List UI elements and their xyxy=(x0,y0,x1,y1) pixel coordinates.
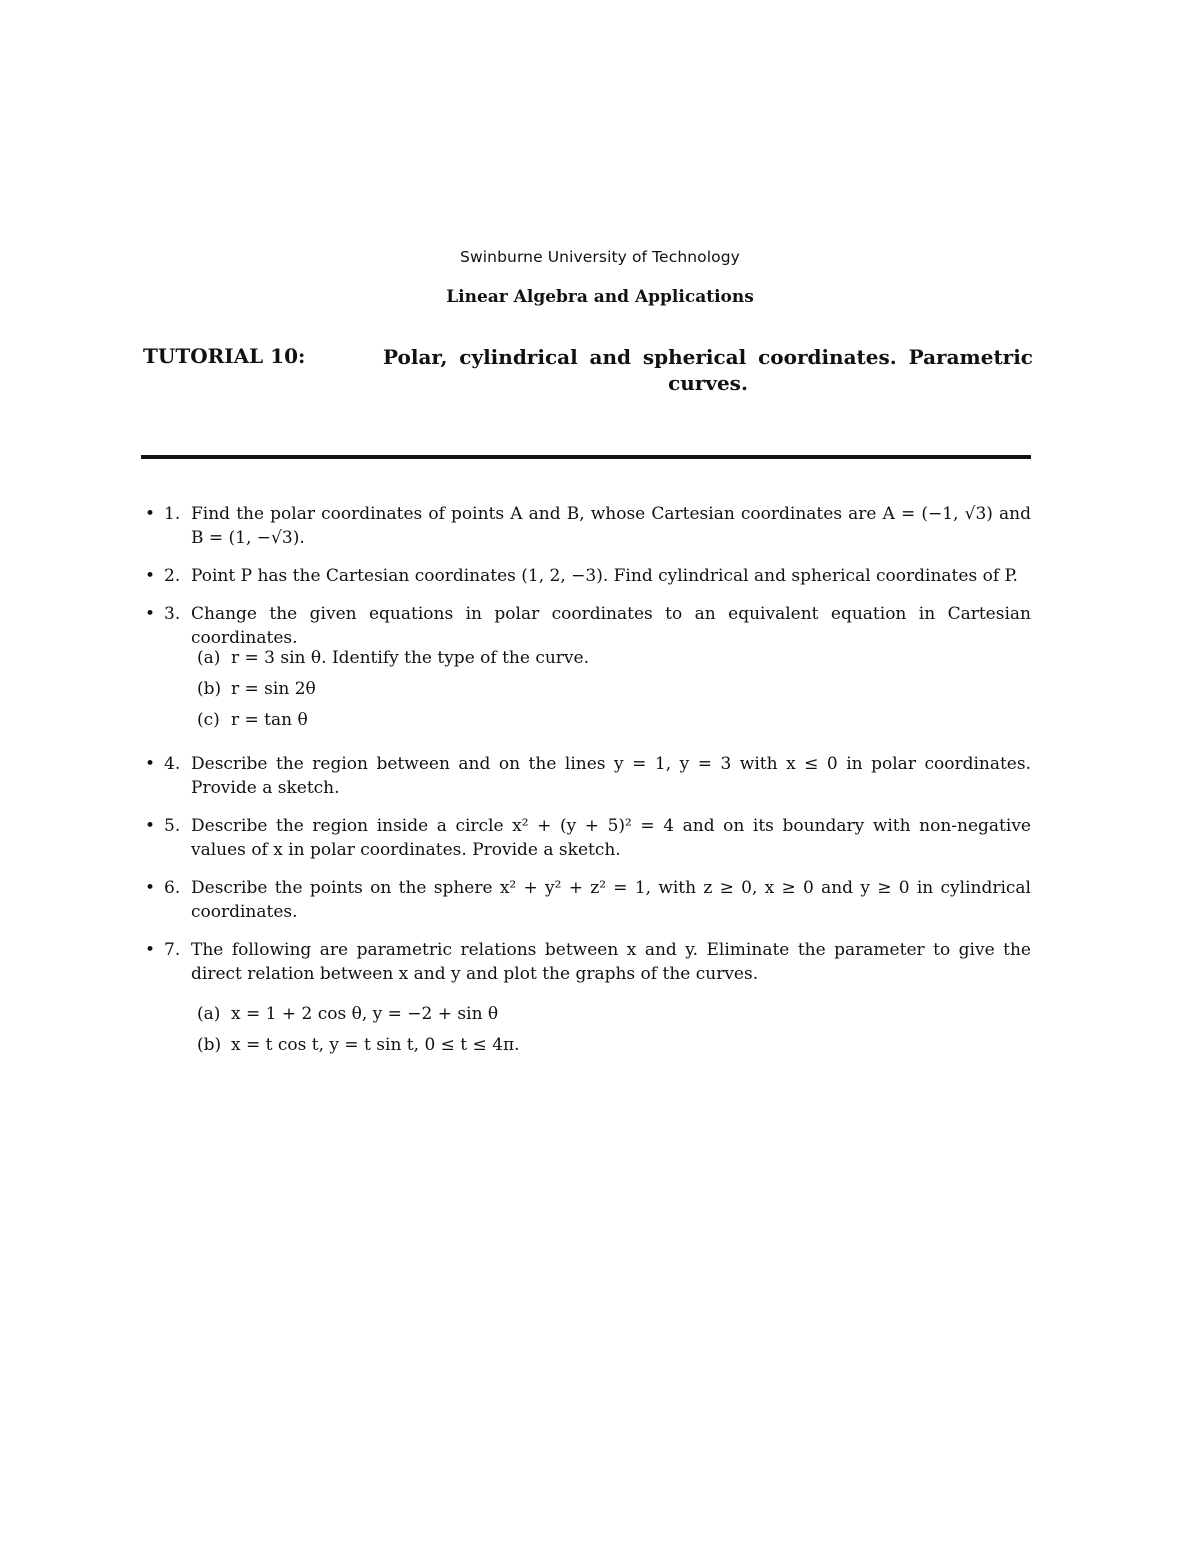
bullet-icon: • xyxy=(145,504,156,524)
part-text: x = t cos t, y = t sin t, 0 ≤ t ≤ 4π. xyxy=(231,1035,520,1055)
part-text: r = sin 2θ xyxy=(231,679,316,699)
bullet-icon: • xyxy=(145,816,156,836)
question-7-part-a xyxy=(197,1002,498,1026)
question-text: Describe the points on the sphere x² + y² + z² = 1, with z ≥ 0, x ≥ 0 and y ≥ 0 in cylindrical coordinates. xyxy=(191,878,1031,922)
part-label: (b) xyxy=(197,679,222,699)
question-5 xyxy=(145,814,1031,862)
bullet-icon: • xyxy=(145,940,156,960)
part-text: x = 1 + 2 cos θ, y = −2 + sin θ xyxy=(231,1004,499,1024)
question-3-part-b xyxy=(197,677,316,701)
question-text: The following are parametric relations between x and y. Eliminate the parameter to give the direct relation between x and y and plot the graphs of the curves. xyxy=(191,940,1031,984)
question-number: 3. xyxy=(164,604,181,624)
header-divider xyxy=(141,455,1031,459)
bullet-icon: • xyxy=(145,878,156,898)
question-number: 1. xyxy=(164,504,181,524)
question-1 xyxy=(145,502,1031,550)
question-number: 5. xyxy=(164,816,181,836)
question-3-part-c xyxy=(197,708,308,732)
bullet-icon: • xyxy=(145,604,156,624)
part-label: (b) xyxy=(197,1035,222,1055)
part-text: r = 3 sin θ. Identify the type of the curve. xyxy=(231,648,589,668)
tutorial-title: Polar, cylindrical and spherical coordinates. Parametric curves. xyxy=(383,345,1033,395)
question-6 xyxy=(145,876,1031,924)
part-label: (a) xyxy=(197,1004,221,1024)
question-7-part-b xyxy=(197,1033,520,1057)
question-text: Change the given equations in polar coordinates to an equivalent equation in Cartesian coordinates. xyxy=(191,604,1031,648)
bullet-icon: • xyxy=(145,566,156,586)
tutorial-label: TUTORIAL 10: xyxy=(143,344,306,368)
question-3-part-a xyxy=(197,646,589,670)
question-4 xyxy=(145,752,1031,800)
part-label: (a) xyxy=(197,648,221,668)
question-text: Describe the region inside a circle x² + (y + 5)² = 4 and on its boundary with non-negative values of x in polar coordinates. Provide a sketch. xyxy=(191,816,1031,860)
course-title: Linear Algebra and Applications xyxy=(446,287,754,307)
question-text: Find the polar coordinates of points A and B, whose Cartesian coordinates are A = (−1, √3) and B = (1, −√3). xyxy=(191,504,1031,548)
university-name: Swinburne University of Technology xyxy=(460,248,740,266)
part-text: r = tan θ xyxy=(231,710,308,730)
question-number: 6. xyxy=(164,878,181,898)
question-number: 2. xyxy=(164,566,181,586)
question-number: 7. xyxy=(164,940,181,960)
question-text: Point P has the Cartesian coordinates (1, 2, −3). Find cylindrical and spherical coordinates of P. xyxy=(191,566,1018,586)
question-7 xyxy=(145,938,1031,986)
bullet-icon: • xyxy=(145,754,156,774)
question-3 xyxy=(145,602,1031,650)
part-label: (c) xyxy=(197,710,220,730)
question-text: Describe the region between and on the lines y = 1, y = 3 with x ≤ 0 in polar coordinates. Provide a sketch. xyxy=(191,754,1031,798)
question-2 xyxy=(145,564,1031,588)
question-number: 4. xyxy=(164,754,181,774)
